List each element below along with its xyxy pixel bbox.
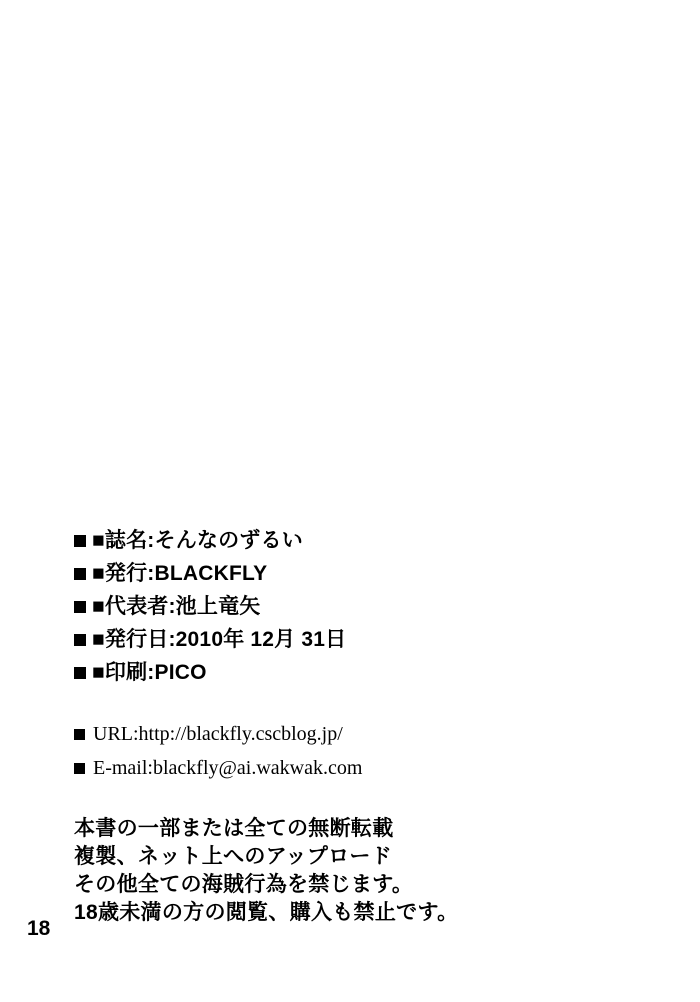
notice-line: 複製、ネット上へのアップロード: [74, 845, 393, 868]
colophon-entry-representative: [74, 590, 634, 623]
square-bullet-icon: [74, 568, 86, 580]
contact-url: [74, 717, 634, 751]
colophon-entry-value: :PICO: [147, 661, 207, 684]
colophon-entry-label: ■発行: [92, 562, 148, 585]
colophon-entry-label: ■誌名: [92, 529, 148, 552]
contact-email: [74, 751, 634, 785]
notice-line: 本書の一部または全ての無断転載: [74, 817, 394, 840]
colophon-entry-publication-date: [74, 623, 634, 656]
copyright-notice: [74, 815, 634, 927]
colophon-entry-label: ■印刷: [92, 661, 148, 684]
colophon-entry-value: :そんなのずるい: [147, 529, 303, 552]
square-bullet-icon: [74, 763, 85, 774]
colophon-entry-label: ■代表者: [92, 595, 169, 618]
colophon-block: [74, 524, 634, 927]
notice-line: 18歳未満の方の閲覧、購入も禁止です。: [74, 901, 459, 924]
contact-email-text[interactable]: E-mail:blackfly@ai.wakwak.com: [93, 757, 363, 779]
square-bullet-icon: [74, 729, 85, 740]
page-number: 18: [27, 917, 51, 940]
colophon-entry-printer: [74, 656, 634, 689]
colophon-entry-value: :2010年 12月 31日: [168, 628, 347, 651]
notice-line: その他全ての海賊行為を禁じます。: [74, 873, 414, 896]
square-bullet-icon: [74, 667, 86, 679]
contact-block: [74, 717, 634, 785]
square-bullet-icon: [74, 634, 86, 646]
contact-url-text[interactable]: URL:http://blackfly.cscblog.jp/: [93, 723, 343, 745]
colophon-entry-publisher: [74, 557, 634, 590]
colophon-entry-label: ■発行日: [92, 628, 169, 651]
colophon-entry-value: :池上竜矢: [168, 595, 261, 618]
colophon-entry-title: [74, 524, 634, 557]
square-bullet-icon: [74, 535, 86, 547]
square-bullet-icon: [74, 601, 86, 613]
colophon-entry-value: :BLACKFLY: [147, 562, 268, 585]
